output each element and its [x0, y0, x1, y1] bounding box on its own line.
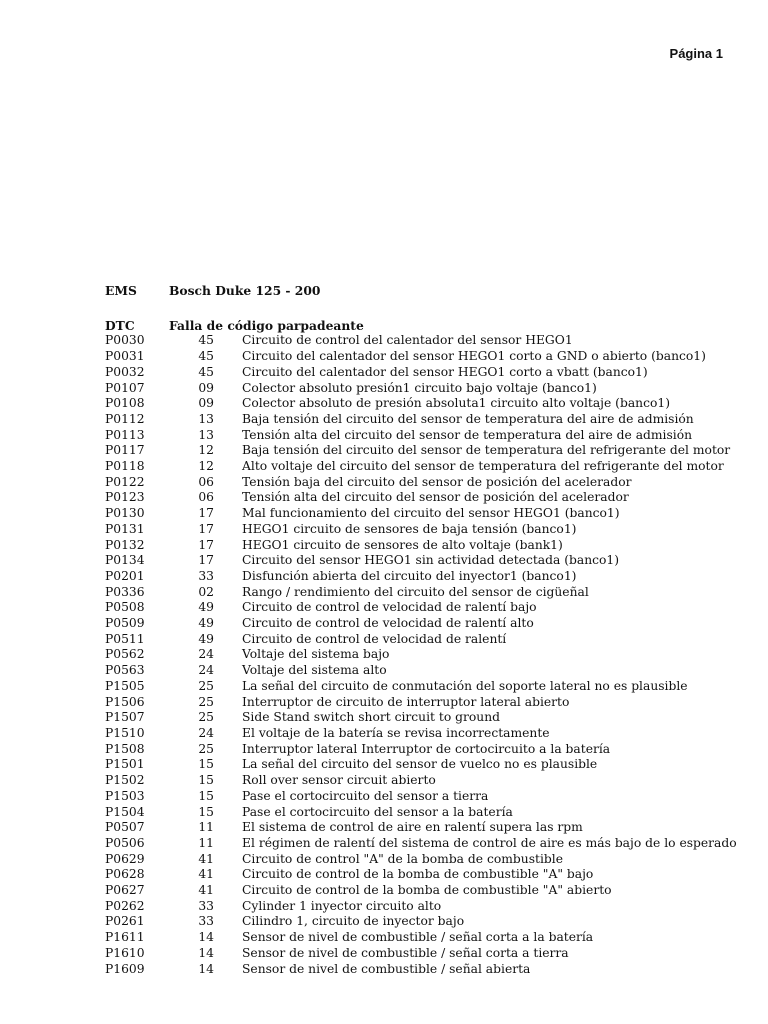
dtc-description: La señal del circuito del sensor de vuelco no es plausible — [242, 757, 598, 772]
blink-code: 06 — [198, 474, 214, 489]
dtc-description: Circuito del calentador del sensor HEGO1 corto a vbatt (banco1) — [242, 364, 648, 379]
dtc-code: P0508 — [105, 600, 145, 615]
blink-code: 33 — [198, 898, 214, 913]
blink-code: 17 — [198, 506, 214, 521]
dtc-description: HEGO1 circuito de sensores de alto voltaje (bank1) — [242, 537, 563, 552]
table-row — [105, 695, 737, 711]
table-row — [105, 899, 737, 915]
ems-label: EMS — [105, 283, 137, 298]
blink-code: 49 — [198, 616, 214, 631]
blink-code: 13 — [198, 411, 214, 426]
dtc-code: P0628 — [105, 867, 145, 882]
dtc-code: P1505 — [105, 678, 145, 693]
table-row — [105, 632, 737, 648]
table-row — [105, 757, 737, 773]
blink-code: 14 — [198, 930, 214, 945]
dtc-description: El voltaje de la batería se revisa incorrectamente — [242, 725, 550, 740]
blink-code: 12 — [198, 443, 214, 458]
blink-code: 24 — [198, 725, 214, 740]
dtc-code: P1506 — [105, 694, 145, 709]
blink-code: 45 — [198, 349, 214, 364]
table-row — [105, 381, 737, 397]
dtc-code: P0336 — [105, 584, 145, 599]
dtc-description: Side Stand switch short circuit to ground — [242, 710, 501, 725]
table-row — [105, 553, 737, 569]
dtc-description: Interruptor lateral Interruptor de cortocircuito a la batería — [242, 741, 611, 756]
blink-code-header: Falla de código parpadeante — [169, 317, 364, 333]
dtc-description: El sistema de control de aire en ralentí supera las rpm — [242, 820, 583, 835]
dtc-code: P0262 — [105, 898, 145, 913]
table-row — [105, 726, 737, 742]
table-row — [105, 883, 737, 899]
blink-code: 15 — [198, 804, 214, 819]
table-row — [105, 396, 737, 412]
dtc-code: P0507 — [105, 820, 145, 835]
dtc-code: P0627 — [105, 883, 145, 898]
blink-code: 25 — [198, 678, 214, 693]
dtc-description: Circuito de control de velocidad de ralentí — [242, 631, 507, 646]
dtc-description: Circuito de control de velocidad de ralentí alto — [242, 616, 534, 631]
table-row — [105, 946, 737, 962]
dtc-description: Roll over sensor circuit abierto — [242, 773, 436, 788]
blink-code: 25 — [198, 710, 214, 725]
blink-code: 45 — [198, 364, 214, 379]
blink-code: 25 — [198, 694, 214, 709]
dtc-description: Circuito del calentador del sensor HEGO1 corto a GND o abierto (banco1) — [242, 349, 706, 364]
dtc-description: Disfunción abierta del circuito del inyector1 (banco1) — [242, 568, 577, 583]
page-number: Página 1 — [669, 46, 723, 61]
dtc-code: P0511 — [105, 631, 145, 646]
table-row — [105, 506, 737, 522]
dtc-description: Baja tensión del circuito del sensor de temperatura del aire de admisión — [242, 411, 694, 426]
table-row — [105, 836, 737, 852]
table-row — [105, 663, 737, 679]
dtc-description: El régimen de ralentí del sistema de control de aire es más bajo de lo esperado — [242, 835, 737, 850]
blink-code: 17 — [198, 553, 214, 568]
blink-code: 11 — [198, 820, 214, 835]
dtc-code: P0117 — [105, 443, 145, 458]
dtc-code: P0032 — [105, 364, 145, 379]
dtc-code: P0201 — [105, 568, 145, 583]
table-row — [105, 647, 737, 663]
table-row — [105, 475, 737, 491]
dtc-code: P0134 — [105, 553, 145, 568]
dtc-table — [105, 333, 737, 977]
table-row — [105, 773, 737, 789]
dtc-code: P0509 — [105, 616, 145, 631]
table-row — [105, 789, 737, 805]
dtc-description: Mal funcionamiento del circuito del sensor HEGO1 (banco1) — [242, 506, 620, 521]
dtc-description: Sensor de nivel de combustible / señal corta a la batería — [242, 930, 594, 945]
table-row — [105, 349, 737, 365]
blink-code: 33 — [198, 568, 214, 583]
dtc-description: Sensor de nivel de combustible / señal corta a tierra — [242, 945, 569, 960]
dtc-code: P1610 — [105, 945, 145, 960]
dtc-code: P0030 — [105, 333, 145, 348]
table-row — [105, 585, 737, 601]
blink-code: 49 — [198, 631, 214, 646]
dtc-description: Sensor de nivel de combustible / señal abierta — [242, 961, 531, 976]
table-row — [105, 412, 737, 428]
table-row — [105, 428, 737, 444]
table-row — [105, 522, 737, 538]
dtc-code: P0131 — [105, 521, 145, 536]
dtc-code: P1508 — [105, 741, 145, 756]
table-row — [105, 333, 737, 349]
dtc-code: P0562 — [105, 647, 145, 662]
table-row — [105, 365, 737, 381]
dtc-code: P0132 — [105, 537, 145, 552]
dtc-description: Interruptor de circuito de interruptor lateral abierto — [242, 694, 570, 709]
dtc-description: Pase el cortocircuito del sensor a tierra — [242, 788, 489, 803]
table-row — [105, 569, 737, 585]
dtc-code: P0261 — [105, 914, 145, 929]
dtc-code: P0118 — [105, 459, 145, 474]
dtc-code: P1501 — [105, 757, 145, 772]
dtc-code: P0112 — [105, 411, 145, 426]
table-row — [105, 679, 737, 695]
blink-code: 09 — [198, 380, 214, 395]
table-row — [105, 710, 737, 726]
dtc-description: Cylinder 1 inyector circuito alto — [242, 898, 442, 913]
dtc-description: La señal del circuito de conmutación del soporte lateral no es plausible — [242, 678, 688, 693]
table-row — [105, 616, 737, 632]
dtc-description: Circuito de control de la bomba de combustible "A" bajo — [242, 867, 594, 882]
dtc-code: P0031 — [105, 349, 145, 364]
table-row — [105, 443, 737, 459]
blink-code: 41 — [198, 851, 214, 866]
dtc-code: P0123 — [105, 490, 145, 505]
dtc-description: Voltaje del sistema bajo — [242, 647, 390, 662]
dtc-description: Rango / rendimiento del circuito del sensor de cigüeñal — [242, 584, 589, 599]
table-row — [105, 820, 737, 836]
dtc-code: P0130 — [105, 506, 145, 521]
blink-code: 24 — [198, 663, 214, 678]
dtc-description: Baja tensión del circuito del sensor de temperatura del refrigerante del motor — [242, 443, 731, 458]
dtc-code: P1609 — [105, 961, 145, 976]
blink-code: 45 — [198, 333, 214, 348]
table-row — [105, 742, 737, 758]
blink-code: 17 — [198, 521, 214, 536]
table-row — [105, 600, 737, 616]
table-row — [105, 852, 737, 868]
dtc-description: Circuito de control de la bomba de combustible "A" abierto — [242, 883, 612, 898]
blink-code: 14 — [198, 961, 214, 976]
blink-code: 25 — [198, 741, 214, 756]
blink-code: 06 — [198, 490, 214, 505]
table-row — [105, 459, 737, 475]
spacer — [105, 299, 737, 318]
table-row — [105, 962, 737, 978]
dtc-description: Tensión alta del circuito del sensor de temperatura del aire de admisión — [242, 427, 693, 442]
blink-code: 02 — [198, 584, 214, 599]
dtc-code: P1507 — [105, 710, 145, 725]
dtc-code: P1611 — [105, 930, 145, 945]
blink-code: 41 — [198, 867, 214, 882]
dtc-description: Pase el cortocircuito del sensor a la batería — [242, 804, 513, 819]
blink-code: 15 — [198, 773, 214, 788]
dtc-description: Alto voltaje del circuito del sensor de temperatura del refrigerante del motor — [242, 459, 724, 474]
dtc-code: P0629 — [105, 851, 145, 866]
dtc-code: P0108 — [105, 396, 145, 411]
dtc-description: Circuito del sensor HEGO1 sin actividad detectada (banco1) — [242, 553, 620, 568]
blink-code: 12 — [198, 459, 214, 474]
dtc-document — [105, 283, 737, 977]
dtc-code: P0107 — [105, 380, 145, 395]
blink-code: 49 — [198, 600, 214, 615]
dtc-header: DTC — [105, 317, 135, 333]
blink-code: 24 — [198, 647, 214, 662]
dtc-code: P1510 — [105, 725, 145, 740]
blink-code: 15 — [198, 788, 214, 803]
dtc-description: Colector absoluto de presión absoluta1 circuito alto voltaje (banco1) — [242, 396, 670, 411]
dtc-code: P0113 — [105, 427, 145, 442]
dtc-code: P1503 — [105, 788, 145, 803]
dtc-code: P1504 — [105, 804, 145, 819]
blink-code: 33 — [198, 914, 214, 929]
dtc-code: P0122 — [105, 474, 145, 489]
blink-code: 14 — [198, 945, 214, 960]
table-row — [105, 867, 737, 883]
dtc-description: Cilindro 1, circuito de inyector bajo — [242, 914, 465, 929]
blink-code: 13 — [198, 427, 214, 442]
dtc-description: Circuito de control "A" de la bomba de combustible — [242, 851, 563, 866]
blink-code: 09 — [198, 396, 214, 411]
dtc-description: Tensión baja del circuito del sensor de posición del acelerador — [242, 474, 632, 489]
blink-code: 11 — [198, 835, 214, 850]
blink-code: 15 — [198, 757, 214, 772]
dtc-description: Colector absoluto presión1 circuito bajo voltaje (banco1) — [242, 380, 597, 395]
dtc-code: P0563 — [105, 663, 145, 678]
table-header — [105, 318, 737, 334]
ems-value: Bosch Duke 125 - 200 — [169, 283, 321, 298]
dtc-description: Circuito de control del calentador del sensor HEGO1 — [242, 333, 573, 348]
ems-row — [105, 283, 737, 299]
blink-code: 17 — [198, 537, 214, 552]
dtc-description: Tensión alta del circuito del sensor de posición del acelerador — [242, 490, 629, 505]
table-row — [105, 538, 737, 554]
dtc-code: P1502 — [105, 773, 145, 788]
table-row — [105, 930, 737, 946]
dtc-description: Circuito de control de velocidad de ralentí bajo — [242, 600, 537, 615]
table-row — [105, 490, 737, 506]
dtc-code: P0506 — [105, 835, 145, 850]
dtc-description: Voltaje del sistema alto — [242, 663, 387, 678]
blink-code: 41 — [198, 883, 214, 898]
table-row — [105, 914, 737, 930]
dtc-description: HEGO1 circuito de sensores de baja tensión (banco1) — [242, 521, 577, 536]
table-row — [105, 805, 737, 821]
